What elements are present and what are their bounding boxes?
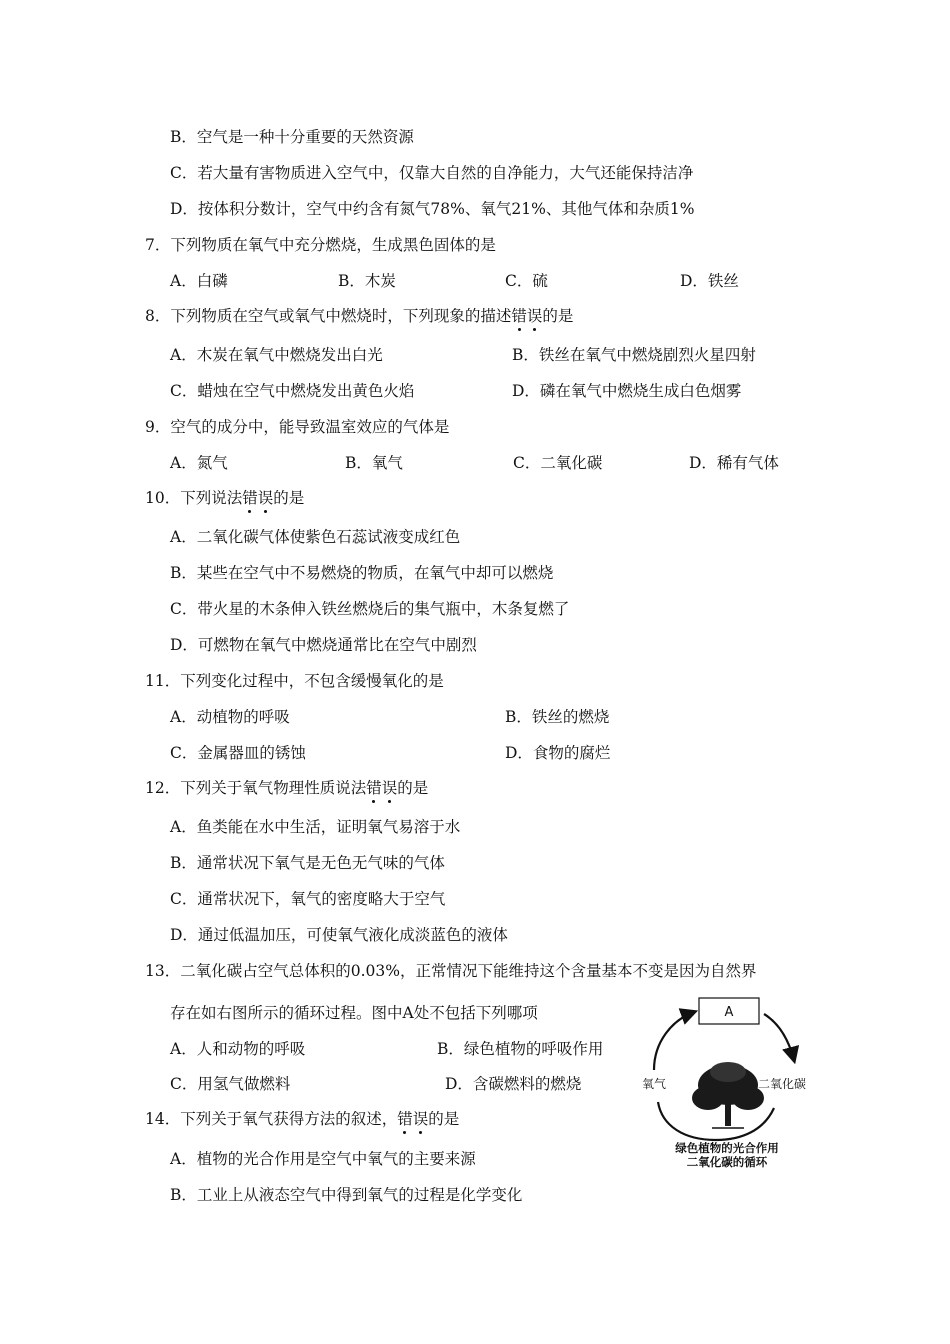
q7-option-b: B．木炭 xyxy=(338,272,396,290)
q10-stem-text: 10．下列说法 xyxy=(145,489,243,507)
q13-stem-cont: 存在如右图所示的循环过程。图中A处不包括下列哪项 xyxy=(170,1004,538,1022)
q9-option-a: A．氮气 xyxy=(170,454,228,472)
arrow-bottom-right xyxy=(716,1108,774,1140)
q6-option-b: B．空气是一种十分重要的天然资源 xyxy=(170,128,414,146)
q14-stem-text: 14．下列关于氧气获得方法的叙述， xyxy=(145,1110,398,1128)
q10-option-a: A．二氧化碳气体使紫色石蕊试液变成红色 xyxy=(170,528,461,546)
oxygen-label: 氧气 xyxy=(642,1077,667,1091)
diagram-caption-2: 二氧化碳的循环 xyxy=(686,1155,768,1169)
q6-option-d: D．按体积分数计，空气中约含有氮气78%、氧气21%、其他气体和杂质1% xyxy=(170,200,695,218)
emphasis-char: 错 xyxy=(397,1110,413,1128)
q13-option-a: A．人和动物的呼吸 xyxy=(170,1040,306,1058)
q11-option-d: D．食物的腐烂 xyxy=(505,744,611,762)
diagram-caption-1: 绿色植物的光合作用 xyxy=(675,1141,779,1155)
q10-stem-end: 的是 xyxy=(273,489,305,507)
q9-stem: 9．空气的成分中，能导致温室效应的气体是 xyxy=(145,418,450,436)
emphasis-char: 错 xyxy=(242,489,258,507)
q13-option-b: B．绿色植物的呼吸作用 xyxy=(437,1040,604,1058)
emphasis-char: 误 xyxy=(526,307,543,325)
q12-option-d: D．通过低温加压，可使氧气液化成淡蓝色的液体 xyxy=(170,926,508,944)
q12-stem xyxy=(145,778,428,798)
q14-stem-end: 的是 xyxy=(428,1110,460,1128)
arrow-to-co2 xyxy=(764,1014,794,1060)
q8-option-a: A．木炭在氧气中燃烧发出白光 xyxy=(170,346,383,364)
carbon-cycle-diagram xyxy=(632,990,822,1170)
q8-option-b: B．铁丝在氧气中燃烧剧烈火星四射 xyxy=(512,346,756,364)
q14-option-a: A．植物的光合作用是空气中氧气的主要来源 xyxy=(170,1150,476,1168)
q11-option-a: A．动植物的呼吸 xyxy=(170,708,290,726)
q7-stem: 7．下列物质在氧气中充分燃烧，生成黑色固体的是 xyxy=(145,236,496,254)
q8-stem-text: 8．下列物质在空气或氧气中燃烧时，下列现象的描述 xyxy=(145,307,512,325)
tree-icon xyxy=(692,1062,764,1128)
q12-option-c: C．通常状况下，氧气的密度略大于空气 xyxy=(170,890,446,908)
q8-option-d: D．磷在氧气中燃烧生成白色烟雾 xyxy=(512,382,742,400)
box-a-label: A xyxy=(724,1005,734,1020)
emphasis-char: 误 xyxy=(381,779,398,797)
q14-stem xyxy=(145,1109,459,1129)
emphasis-char: 错 xyxy=(511,307,527,325)
co2-label: 二氧化碳 xyxy=(758,1077,807,1091)
q12-stem-text: 12．下列关于氧气物理性质说法 xyxy=(145,779,367,797)
emphasis-char: 错 xyxy=(366,779,382,797)
q9-option-b: B．氧气 xyxy=(345,454,403,472)
q8-stem-end: 的是 xyxy=(542,307,574,325)
arrow-to-box xyxy=(654,1012,694,1070)
q11-option-b: B．铁丝的燃烧 xyxy=(505,708,610,726)
q10-option-d: D．可燃物在氧气中燃烧通常比在空气中剧烈 xyxy=(170,636,477,654)
q6-option-c: C．若大量有害物质进入空气中，仅靠大自然的自净能力，大气还能保持洁净 xyxy=(170,164,694,182)
q14-option-b: B．工业上从液态空气中得到氧气的过程是化学变化 xyxy=(170,1186,523,1204)
q10-stem xyxy=(145,488,304,508)
q13-option-c: C．用氢气做燃料 xyxy=(170,1075,291,1093)
q8-stem xyxy=(145,306,573,326)
q7-option-d: D．铁丝 xyxy=(680,272,739,290)
q12-stem-end: 的是 xyxy=(397,779,429,797)
q10-option-c: C．带火星的木条伸入铁丝燃烧后的集气瓶中，木条复燃了 xyxy=(170,600,570,618)
q11-option-c: C．金属器皿的锈蚀 xyxy=(170,744,306,762)
q13-option-d: D．含碳燃料的燃烧 xyxy=(445,1075,582,1093)
q12-option-a: A．鱼类能在水中生活，证明氧气易溶于水 xyxy=(170,818,461,836)
q7-option-c: C．硫 xyxy=(505,272,548,290)
q8-option-c: C．蜡烛在空气中燃烧发出黄色火焰 xyxy=(170,382,415,400)
q9-option-c: C．二氧化碳 xyxy=(513,454,603,472)
q12-option-b: B．通常状况下氧气是无色无气味的气体 xyxy=(170,854,445,872)
q9-option-d: D．稀有气体 xyxy=(689,454,779,472)
emphasis-char: 误 xyxy=(257,489,274,507)
q11-stem: 11．下列变化过程中，不包含缓慢氧化的是 xyxy=(145,672,444,690)
q10-option-b: B．某些在空气中不易燃烧的物质，在氧气中却可以燃烧 xyxy=(170,564,554,582)
emphasis-char: 误 xyxy=(412,1110,429,1128)
q13-stem: 13．二氧化碳占空气总体积的0.03%，正常情况下能维持这个含量基本不变是因为自然界 xyxy=(145,962,757,980)
q7-option-a: A．白磷 xyxy=(170,272,228,290)
